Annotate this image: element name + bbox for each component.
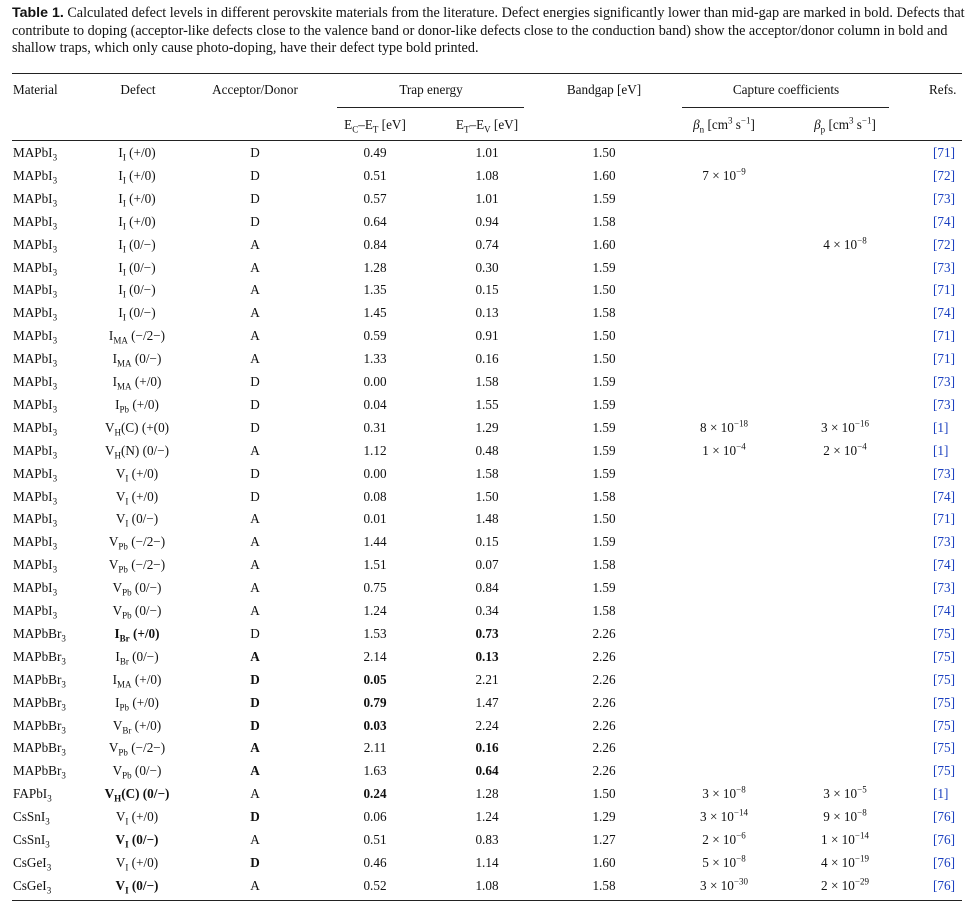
- cell-ref: [76]: [933, 832, 955, 847]
- cell-material: MAPbBr$_3$: [13, 648, 66, 667]
- table-row: [0, 740, 973, 763]
- cell-acceptor-donor: A: [250, 580, 260, 596]
- cell-bandgap: 2.26: [592, 763, 616, 779]
- cell-beta-n: $3 \times 10^{-30}$: [700, 876, 748, 893]
- cell-material: MAPbI$_3$: [13, 465, 58, 484]
- cell-ec-et: 1.33: [363, 351, 387, 367]
- cell-et-ev: 1.01: [475, 145, 499, 160]
- table-row: [0, 786, 973, 809]
- cell-beta-p: $1 \times 10^{-14}$: [821, 830, 869, 847]
- cell-defect: $V_I$ (+/0): [115, 809, 159, 827]
- cell-acceptor-donor: A: [250, 534, 260, 550]
- cell-acceptor-donor: A: [250, 511, 260, 527]
- cell-bandgap: 1.59: [592, 442, 616, 458]
- cell-material: MAPbBr$_3$: [13, 694, 66, 713]
- cell-acceptor-donor: D: [250, 419, 260, 435]
- cell-ec-et: 0.04: [363, 396, 387, 412]
- cell-bandgap: 2.26: [592, 648, 616, 664]
- table-row: [0, 466, 973, 489]
- cell-ec-et: 0.00: [363, 465, 387, 481]
- cell-material: MAPbI$_3$: [13, 351, 58, 369]
- cell-defect: $V_{Br}$ (+/0): [112, 717, 162, 736]
- cell-defect: $I_{Pb}$ (+/0): [115, 694, 159, 713]
- cell-bandgap: 1.50: [592, 786, 616, 802]
- cell-bandgap: 1.59: [592, 396, 616, 412]
- cell-acceptor-donor: A: [250, 763, 260, 779]
- cell-et-ev: 0.34: [475, 603, 499, 618]
- cell-material: MAPbI$_3$: [13, 167, 58, 186]
- header-ec-et: $E_C-E_T$ [eV]: [344, 117, 406, 135]
- table-row: [0, 855, 973, 878]
- cell-material: CsSnI$_3$: [13, 832, 50, 850]
- cell-et-ev: 0.64: [475, 763, 499, 779]
- table-row: [0, 626, 973, 649]
- cell-material: MAPbI$_3$: [13, 511, 58, 530]
- cell-ref: [71]: [933, 145, 955, 160]
- cell-et-ev: 1.01: [475, 190, 499, 206]
- cell-ref: [71]: [933, 328, 955, 344]
- header-defect: Defect: [120, 82, 156, 97]
- cell-ref: [75]: [933, 648, 955, 664]
- cell-et-ev: 0.48: [475, 442, 499, 458]
- cell-acceptor-donor: A: [250, 648, 260, 664]
- cell-bandgap: 1.50: [592, 351, 616, 367]
- cell-et-ev: 1.29: [475, 419, 499, 435]
- table-row: [0, 832, 973, 855]
- cell-ref: [71]: [933, 282, 955, 298]
- cell-defect: $I_I$ (0/−): [118, 259, 156, 278]
- cell-defect: $V_{Pb}$ (−/2−): [108, 740, 166, 759]
- cell-ref: [74]: [933, 603, 955, 618]
- cell-ref: [76]: [933, 877, 955, 893]
- cell-beta-p: $9 \times 10^{-8}$: [823, 807, 867, 825]
- cell-material: MAPbBr$_3$: [13, 717, 66, 736]
- table-row: [0, 580, 973, 603]
- cell-et-ev: 1.14: [475, 854, 499, 870]
- cell-ec-et: 2.14: [363, 648, 387, 664]
- cell-acceptor-donor: D: [250, 145, 260, 160]
- cell-et-ev: 0.30: [475, 259, 499, 275]
- cell-bandgap: 1.29: [592, 809, 616, 825]
- cell-defect: $I_I$ (0/−): [118, 236, 156, 255]
- cell-defect: $V_H(C)$ (0/−): [104, 786, 170, 804]
- cell-et-ev: 0.83: [475, 832, 499, 847]
- cell-ref: [76]: [933, 854, 955, 870]
- cell-ec-et: 1.24: [363, 603, 387, 618]
- cell-material: MAPbI$_3$: [13, 603, 58, 621]
- cell-bandgap: 1.59: [592, 465, 616, 481]
- cell-ref: [75]: [933, 694, 955, 710]
- cell-et-ev: 0.13: [475, 305, 499, 321]
- cell-bandgap: 1.58: [592, 603, 616, 618]
- cell-bandgap: 1.50: [592, 145, 616, 160]
- cell-bandgap: 1.58: [592, 877, 616, 893]
- cell-ref: [75]: [933, 717, 955, 733]
- cell-ref: [75]: [933, 740, 955, 756]
- cell-ref: [72]: [933, 167, 955, 183]
- cell-ec-et: 1.28: [363, 259, 387, 275]
- cell-bandgap: 2.26: [592, 740, 616, 756]
- cell-ec-et: 0.49: [363, 145, 387, 160]
- bottom-rule: [12, 900, 962, 901]
- cell-material: MAPbI$_3$: [13, 236, 58, 255]
- cell-bandgap: 1.60: [592, 854, 616, 870]
- cell-ec-et: 0.00: [363, 374, 387, 389]
- cell-et-ev: 0.74: [475, 236, 499, 252]
- cell-defect: $I_I$ (0/−): [118, 282, 156, 301]
- cell-acceptor-donor: D: [250, 167, 260, 183]
- cell-acceptor-donor: D: [250, 854, 260, 870]
- cell-material: CsGeI$_3$: [13, 877, 52, 896]
- cell-ec-et: 0.75: [363, 580, 387, 596]
- header-beta-p: $\beta_p$ [$cm^3$ $s^{-1}$]: [814, 115, 876, 135]
- header-acceptor-donor: Acceptor/Donor: [212, 82, 298, 97]
- table-row: [0, 168, 973, 191]
- cell-material: MAPbI$_3$: [13, 305, 58, 323]
- cell-material: MAPbI$_3$: [13, 213, 58, 232]
- table-row: [0, 672, 973, 695]
- cell-ec-et: 0.59: [363, 328, 387, 344]
- cell-ref: [75]: [933, 763, 955, 779]
- table-row: [0, 695, 973, 718]
- cell-bandgap: 1.59: [592, 190, 616, 206]
- cell-bandgap: 2.26: [592, 694, 616, 710]
- table-row: [0, 191, 973, 214]
- cell-ref: [73]: [933, 465, 955, 481]
- cell-et-ev: 1.24: [475, 809, 499, 825]
- table-row: [0, 557, 973, 580]
- cell-bandgap: 1.50: [592, 282, 616, 298]
- cell-bandgap: 2.26: [592, 671, 616, 687]
- cell-ref: [1]: [933, 442, 949, 458]
- cell-acceptor-donor: D: [250, 374, 260, 389]
- cell-ec-et: 1.45: [363, 305, 387, 321]
- cell-bandgap: 1.58: [592, 488, 616, 504]
- cell-defect: $I_{MA}$ (0/−): [112, 351, 162, 369]
- cell-ref: [73]: [933, 190, 955, 206]
- cell-acceptor-donor: A: [250, 305, 260, 321]
- cell-et-ev: 2.21: [475, 671, 499, 687]
- cell-beta-p: $3 \times 10^{-16}$: [821, 418, 869, 435]
- table-row: [0, 328, 973, 351]
- cell-et-ev: 0.91: [475, 328, 499, 344]
- table-row: [0, 489, 973, 512]
- cell-acceptor-donor: D: [250, 809, 260, 825]
- cell-acceptor-donor: D: [250, 213, 260, 229]
- cell-ref: [71]: [933, 351, 955, 367]
- table-row: [0, 603, 973, 626]
- cell-ec-et: 0.31: [363, 419, 387, 435]
- table-row: [0, 420, 973, 443]
- cell-ec-et: 0.79: [363, 694, 387, 710]
- cell-ec-et: 0.08: [363, 488, 387, 504]
- cell-defect: $V_I$ (+/0): [115, 465, 159, 484]
- cell-beta-p: $2 \times 10^{-29}$: [821, 876, 869, 893]
- cell-defect: $I_I$ (+/0): [118, 213, 156, 232]
- cell-et-ev: 1.48: [475, 511, 499, 527]
- cell-material: MAPbBr$_3$: [13, 671, 66, 690]
- cell-acceptor-donor: D: [250, 396, 260, 412]
- cell-acceptor-donor: A: [250, 282, 260, 298]
- table-row: [0, 351, 973, 374]
- cell-beta-p: $3 \times 10^{-5}$: [823, 784, 867, 802]
- cell-defect: $V_{Pb}$ (−/2−): [108, 534, 166, 552]
- cell-material: CsGeI$_3$: [13, 854, 52, 873]
- cell-defect: $V_I$ (+/0): [115, 488, 159, 507]
- cell-defect: $I_{Br}$ (0/−): [115, 648, 159, 667]
- cell-bandgap: 2.26: [592, 625, 616, 641]
- cell-defect: $V_{Pb}$ (−/2−): [108, 557, 166, 575]
- trap-energy-rule: [337, 107, 524, 108]
- header-rule: [12, 140, 962, 141]
- cell-acceptor-donor: A: [250, 328, 260, 344]
- cell-material: MAPbBr$_3$: [13, 740, 66, 759]
- cell-bandgap: 1.59: [592, 580, 616, 596]
- cell-acceptor-donor: A: [250, 236, 260, 252]
- cell-bandgap: 1.59: [592, 259, 616, 275]
- cell-ec-et: 1.63: [363, 763, 387, 779]
- table-row: [0, 214, 973, 237]
- cell-et-ev: 0.16: [475, 351, 499, 367]
- cell-ec-et: 0.46: [363, 854, 387, 870]
- cell-ec-et: 2.11: [363, 740, 387, 756]
- cell-material: MAPbI$_3$: [13, 328, 58, 346]
- cell-ec-et: 1.51: [363, 557, 387, 573]
- table-row: [0, 649, 973, 672]
- table-row: [0, 534, 973, 557]
- cell-ref: [1]: [933, 786, 949, 802]
- cell-acceptor-donor: A: [250, 351, 260, 367]
- cell-material: MAPbBr$_3$: [13, 625, 66, 644]
- cell-material: MAPbBr$_3$: [13, 763, 66, 781]
- cell-defect: $V_I$ (0/−): [115, 877, 159, 896]
- cell-acceptor-donor: D: [250, 465, 260, 481]
- cell-ref: [71]: [933, 511, 955, 527]
- cell-acceptor-donor: A: [250, 259, 260, 275]
- cell-ec-et: 0.52: [363, 877, 387, 893]
- cell-defect: $I_{Br}$ (+/0): [114, 625, 160, 644]
- table-row: [0, 305, 973, 328]
- cell-et-ev: 1.58: [475, 465, 499, 481]
- cell-bandgap: 1.60: [592, 167, 616, 183]
- cell-ref: [76]: [933, 809, 955, 825]
- cell-bandgap: 1.50: [592, 328, 616, 344]
- cell-bandgap: 1.58: [592, 213, 616, 229]
- header-bandgap: Bandgap [eV]: [566, 82, 642, 97]
- cell-defect: $V_I$ (0/−): [115, 832, 159, 850]
- cell-ec-et: 0.03: [363, 717, 387, 733]
- cell-bandgap: 1.59: [592, 534, 616, 550]
- cell-et-ev: 0.16: [475, 740, 499, 756]
- table-row: [0, 282, 973, 305]
- cell-ec-et: 0.51: [363, 832, 387, 847]
- cell-defect: $V_{Pb}$ (0/−): [112, 603, 162, 621]
- header-capture-coefficients: Capture coefficients: [732, 82, 840, 97]
- cell-et-ev: 0.94: [475, 213, 499, 229]
- cell-ref: [74]: [933, 488, 955, 504]
- cell-acceptor-donor: A: [250, 603, 260, 618]
- table-row: [0, 809, 973, 832]
- cell-ec-et: 0.51: [363, 167, 387, 183]
- cell-ec-et: 0.24: [363, 786, 387, 802]
- cell-ref: [75]: [933, 625, 955, 641]
- cell-defect: $V_{Pb}$ (0/−): [112, 763, 162, 781]
- cell-ref: [1]: [933, 419, 949, 435]
- cell-material: MAPbI$_3$: [13, 580, 58, 598]
- cell-beta-n: $7 \times 10^{-9}$: [702, 166, 746, 183]
- cell-beta-n: $5 \times 10^{-8}$: [702, 853, 746, 870]
- cell-acceptor-donor: D: [250, 671, 260, 687]
- table-row: [0, 511, 973, 534]
- top-rule: [12, 73, 962, 74]
- table-row: [0, 260, 973, 283]
- cell-acceptor-donor: D: [250, 488, 260, 504]
- cell-material: CsSnI$_3$: [13, 809, 50, 827]
- cell-ec-et: 1.44: [363, 534, 387, 550]
- cell-ref: [74]: [933, 557, 955, 573]
- table-row: [0, 237, 973, 260]
- table-row: [0, 718, 973, 741]
- cell-ref: [73]: [933, 534, 955, 550]
- cell-defect: $V_H(C)$ (+(0): [104, 419, 170, 438]
- cell-ec-et: 1.35: [363, 282, 387, 298]
- table-row: [0, 374, 973, 397]
- cell-defect: $I_{Pb}$ (+/0): [115, 396, 159, 415]
- cell-defect: $I_I$ (0/−): [118, 305, 156, 323]
- cell-material: MAPbI$_3$: [13, 190, 58, 209]
- cell-defect: $V_H(N)$ (0/−): [104, 442, 170, 461]
- cell-ec-et: 0.06: [363, 809, 387, 825]
- cell-beta-n: $8 \times 10^{-18}$: [700, 418, 748, 435]
- cell-ref: [73]: [933, 396, 955, 412]
- cell-ref: [74]: [933, 305, 955, 321]
- cell-et-ev: 1.08: [475, 167, 499, 183]
- cell-et-ev: 2.24: [475, 717, 499, 733]
- cell-defect: $V_I$ (+/0): [115, 854, 159, 873]
- cell-acceptor-donor: D: [250, 625, 260, 641]
- header-et-ev: $E_T-E_V$ [eV]: [455, 117, 519, 135]
- header-material: Material: [13, 82, 58, 97]
- cell-material: MAPbI$_3$: [13, 282, 58, 301]
- table-row: [0, 878, 973, 901]
- cell-defect: $V_I$ (0/−): [115, 511, 159, 530]
- cell-defect: $I_{MA}$ (+/0): [112, 374, 162, 392]
- cell-et-ev: 0.15: [475, 282, 499, 298]
- cell-material: MAPbI$_3$: [13, 442, 58, 461]
- cell-ec-et: 0.05: [363, 671, 387, 687]
- cell-beta-p: $4 \times 10^{-19}$: [821, 853, 869, 870]
- cell-et-ev: 0.73: [475, 625, 499, 641]
- cell-acceptor-donor: A: [250, 832, 260, 847]
- cell-bandgap: 1.59: [592, 419, 616, 435]
- cell-et-ev: 1.47: [475, 694, 499, 710]
- capture-rule: [682, 107, 889, 108]
- cell-acceptor-donor: A: [250, 442, 260, 458]
- table-row: [0, 145, 973, 168]
- cell-defect: $I_I$ (+/0): [118, 145, 156, 163]
- cell-bandgap: 1.59: [592, 374, 616, 389]
- cell-material: MAPbI$_3$: [13, 534, 58, 552]
- cell-et-ev: 0.15: [475, 534, 499, 550]
- cell-acceptor-donor: D: [250, 190, 260, 206]
- table-row: [0, 397, 973, 420]
- cell-et-ev: 1.08: [475, 877, 499, 893]
- cell-acceptor-donor: D: [250, 717, 260, 733]
- cell-et-ev: 0.13: [475, 648, 499, 664]
- cell-acceptor-donor: D: [250, 694, 260, 710]
- cell-et-ev: 1.55: [475, 396, 499, 412]
- cell-material: MAPbI$_3$: [13, 374, 58, 392]
- cell-bandgap: 1.58: [592, 305, 616, 321]
- cell-beta-p: $4 \times 10^{-8}$: [823, 235, 867, 252]
- cell-defect: $I_I$ (+/0): [118, 167, 156, 186]
- caption-label: Table 1.: [12, 5, 64, 21]
- cell-bandgap: 2.26: [592, 717, 616, 733]
- cell-beta-p: $2 \times 10^{-4}$: [823, 441, 867, 458]
- cell-et-ev: 1.28: [475, 786, 499, 802]
- cell-ec-et: 0.01: [363, 511, 387, 527]
- cell-beta-n: $3 \times 10^{-14}$: [700, 807, 748, 825]
- cell-material: MAPbI$_3$: [13, 557, 58, 575]
- cell-et-ev: 1.58: [475, 374, 499, 389]
- cell-acceptor-donor: A: [250, 877, 260, 893]
- table-row: [0, 763, 973, 786]
- cell-ref: [73]: [933, 580, 955, 596]
- cell-bandgap: 1.58: [592, 557, 616, 573]
- cell-defect: $V_{Pb}$ (0/−): [112, 580, 162, 598]
- cell-ec-et: 1.53: [363, 625, 387, 641]
- cell-beta-n: $1 \times 10^{-4}$: [702, 441, 746, 458]
- cell-ref: [74]: [933, 213, 955, 229]
- table-caption: [12, 5, 967, 58]
- cell-bandgap: 1.60: [592, 236, 616, 252]
- header-trap-energy: Trap energy: [399, 82, 463, 97]
- cell-ec-et: 0.64: [363, 213, 387, 229]
- table-row: [0, 443, 973, 466]
- cell-material: MAPbI$_3$: [13, 488, 58, 507]
- cell-beta-n: $2 \times 10^{-6}$: [702, 830, 746, 847]
- cell-defect: $I_I$ (+/0): [118, 190, 156, 209]
- cell-ec-et: 0.84: [363, 236, 387, 252]
- cell-et-ev: 0.84: [475, 580, 499, 596]
- cell-et-ev: 1.50: [475, 488, 499, 504]
- cell-bandgap: 1.27: [592, 832, 616, 847]
- cell-acceptor-donor: A: [250, 557, 260, 573]
- cell-ec-et: 0.57: [363, 190, 387, 206]
- cell-material: MAPbI$_3$: [13, 145, 58, 163]
- cell-ref: [73]: [933, 374, 955, 389]
- cell-ref: [72]: [933, 236, 955, 252]
- cell-material: MAPbI$_3$: [13, 419, 58, 438]
- header-beta-n: $\beta_n$ [$cm^3$ $s^{-1}$]: [693, 115, 755, 135]
- cell-ref: [73]: [933, 259, 955, 275]
- cell-et-ev: 0.07: [475, 557, 499, 573]
- cell-material: FAPbI$_3$: [13, 786, 52, 804]
- cell-defect: $I_{MA}$ (+/0): [112, 671, 162, 690]
- header-refs: Refs.: [929, 82, 957, 97]
- cell-ref: [75]: [933, 671, 955, 687]
- cell-material: MAPbI$_3$: [13, 259, 58, 278]
- cell-acceptor-donor: A: [250, 740, 260, 756]
- cell-acceptor-donor: A: [250, 786, 260, 802]
- cell-ec-et: 1.12: [363, 442, 387, 458]
- cell-beta-n: $3 \times 10^{-8}$: [702, 784, 746, 802]
- cell-material: MAPbI$_3$: [13, 396, 58, 415]
- cell-defect: $I_{MA}$ (−/2−): [108, 328, 166, 346]
- caption-text: Calculated defect levels in different perovskite materials from the literature. Defect energies significantly lower than mid-gap are marked in bold. Defects that contribute to doping (acceptor-like defects close to the valence band or donor-like defects close to the conduction band) show the acceptor/donor column in bold and shallow traps, which only cause photo-doping, have their defect type bold printed.: [12, 5, 965, 56]
- cell-bandgap: 1.50: [592, 511, 616, 527]
